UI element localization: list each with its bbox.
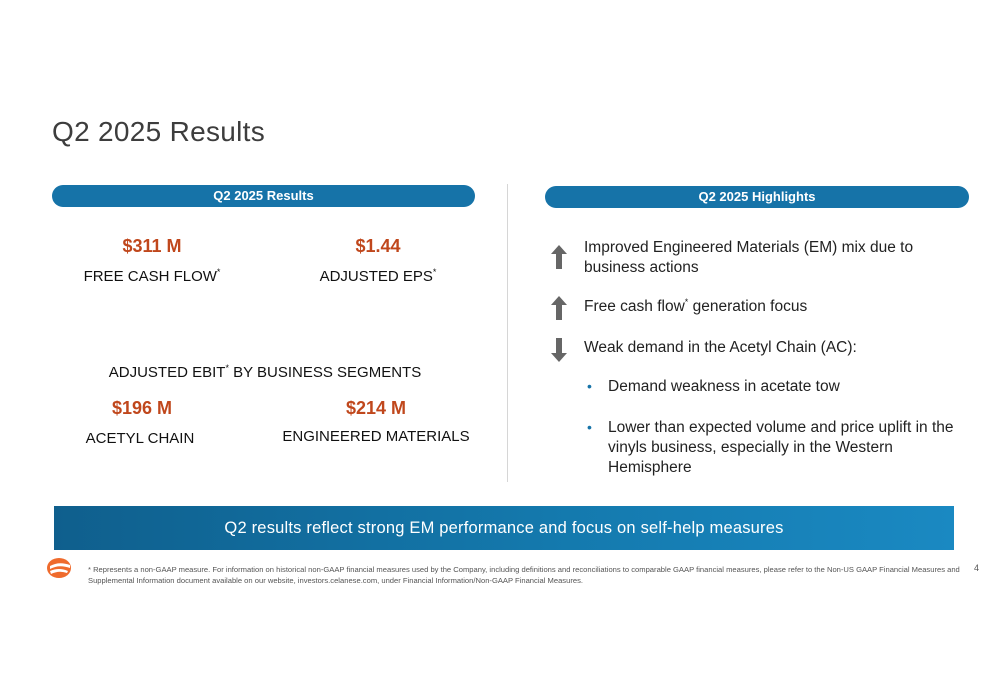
panel-divider [507, 184, 508, 482]
up-arrow-icon [551, 245, 567, 269]
adjusted-eps-value: $1.44 [355, 236, 401, 256]
page-number: 4 [974, 563, 980, 573]
engineered-materials-label: ENGINEERED MATERIALS [282, 428, 470, 445]
footnote: * Represents a non-GAAP measure. For information on historical non-GAAP financial measures used by the Company, including definitions and reconciliations to comparable GAAP financial measures, please refer to the Non-US GAAP Financial Measures and Supplemental Information document available on our website, investors.celanese.com, under Financial Information/Non-GAAP Financial Measures. [88, 565, 960, 585]
engineered-materials-value: $214 M [345, 398, 407, 418]
results-header: Q2 2025 Results [52, 185, 475, 207]
bullet-icon: • [587, 419, 592, 435]
company-logo-icon [46, 557, 72, 579]
sub-bullet-1: Demand weakness in acetate tow [608, 378, 840, 395]
highlight-1: Improved Engineered Materials (EM) mix due to business actions [584, 239, 914, 276]
highlights-header: Q2 2025 Highlights [545, 186, 969, 208]
segments-title: ADJUSTED EBIT* BY BUSINESS SEGMENTS [108, 363, 422, 381]
adjusted-eps-label: ADJUSTED EPS* [319, 267, 437, 285]
acetyl-chain-label: ACETYL CHAIN [85, 430, 195, 447]
sub-bullet-2: Lower than expected volume and price uplift in the vinyls business, especially in the Western Hemisphere [608, 419, 954, 476]
free-cash-flow-value: $311 M [122, 236, 182, 256]
bullet-icon: • [587, 378, 592, 394]
highlight-3: Weak demand in the Acetyl Chain (AC): [584, 339, 857, 356]
free-cash-flow-label: FREE CASH FLOW* [83, 267, 221, 285]
highlight-2: Free cash flow* generation focus [584, 296, 808, 315]
page-title: Q2 2025 Results [52, 116, 266, 147]
summary-banner: Q2 results reflect strong EM performance and focus on self-help measures [54, 506, 954, 550]
acetyl-chain-value: $196 M [111, 398, 173, 418]
up-arrow-icon [551, 296, 567, 320]
down-arrow-icon [551, 338, 567, 362]
